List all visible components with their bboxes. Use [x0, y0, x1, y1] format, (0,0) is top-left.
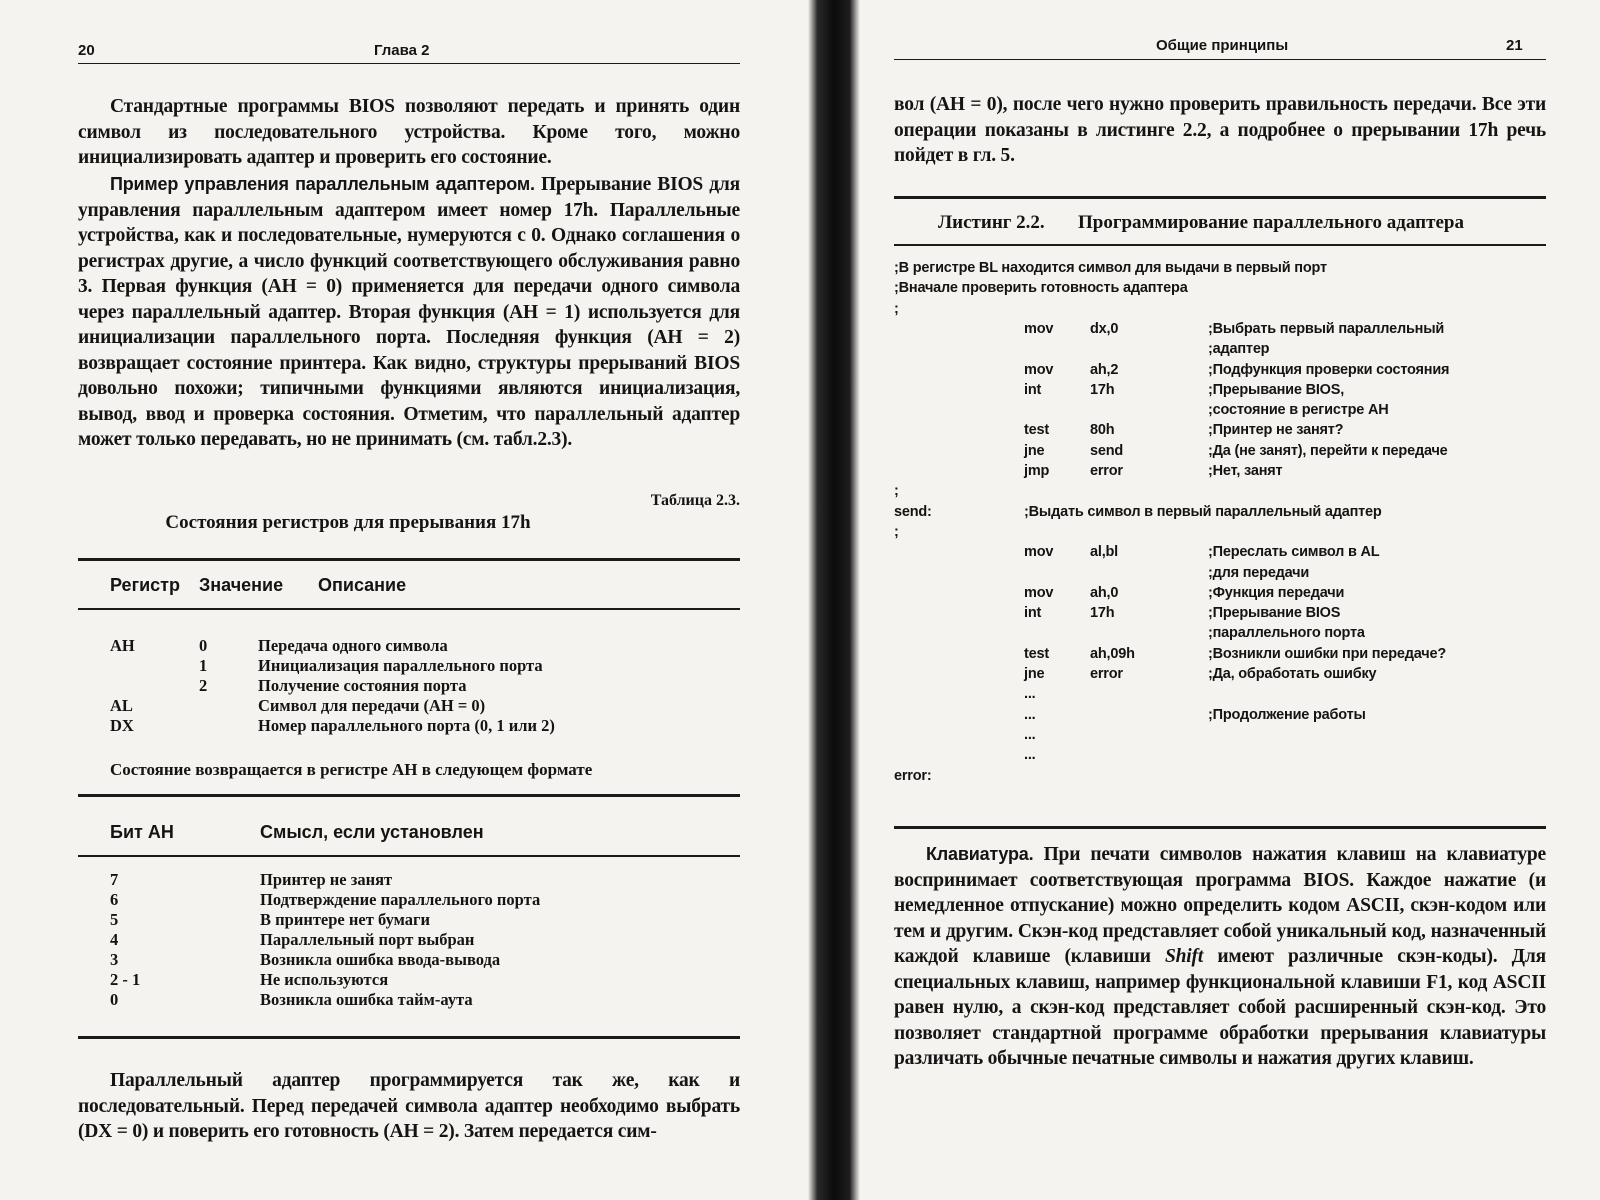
- meaning-cell: Возникла ошибка ввода-вывода: [260, 950, 501, 969]
- code-line: [894, 321, 1546, 341]
- code-opcode: test: [1024, 645, 1049, 662]
- page-number: 21: [1506, 37, 1523, 54]
- code-opcode: ...: [1024, 747, 1036, 764]
- code-operand: ah,09h: [1090, 645, 1135, 662]
- value-cell: 2: [199, 676, 208, 695]
- column-header: Описание: [318, 575, 407, 595]
- code-opcode: mov: [1024, 544, 1054, 561]
- code-line: [894, 768, 1546, 788]
- meaning-cell: Принтер не занят: [260, 870, 393, 889]
- code-comment: ;: [894, 483, 899, 500]
- code-opcode: jne: [1024, 666, 1045, 682]
- meaning-cell: Не используются: [260, 970, 389, 989]
- value-cell: [199, 716, 258, 736]
- code-line: [894, 280, 1546, 300]
- register-cell: [110, 676, 199, 696]
- table-title: Состояния регистров для прерывания 17h: [165, 512, 531, 533]
- code-line: [894, 686, 1546, 706]
- description-cell: Получение состояния порта: [258, 676, 467, 695]
- table-row: [110, 656, 658, 676]
- table-row: [110, 636, 658, 656]
- code-opcode: jne: [1024, 442, 1045, 459]
- paragraph-text: Прерывание BIOS для управления параллельным адаптером имеет номер 17h. Параллельные устройства, как и последовательные, нумеруются с 0. Однако соглашения о регистрах другие, а число функций соответствующего обслуживания равно 3. Первая функция (АН = 0) применяется для передачи одного символа через параллельный адаптер. Вторая функция (АН = 1) используется для инициализации параллельного порта. Последняя функция (АН = 2) возвращает состояние принтера. Как видно, структуры прерываний BIOS довольно похожи; типичными функциями являются инициализация, вывод, ввод и проверка состояния. Отметим, что параллельный адаптер может только передавать, но не принимать (см. табл.2.3).: [78, 174, 740, 450]
- code-opcode: ...: [1024, 726, 1036, 743]
- listing-header-rule: [894, 244, 1546, 246]
- code-opcode: mov: [1024, 320, 1054, 337]
- code-comment: ;Выдать символ в первый параллельный адаптер: [1024, 503, 1382, 520]
- header-rule: [894, 59, 1546, 60]
- code-line: [894, 382, 1546, 402]
- table-row: [110, 950, 680, 970]
- register-cell: [110, 656, 199, 676]
- code-line: [894, 747, 1546, 767]
- code-comment: ;Функция передачи: [1208, 584, 1345, 601]
- listing-title: Программирование параллельного адаптера: [1078, 212, 1464, 233]
- bit-cell: 6: [110, 890, 119, 909]
- table-row: [110, 870, 680, 890]
- code-comment: ;Возникли ошибки при передаче?: [1208, 645, 1446, 662]
- code-comment: ;Переслать символ в AL: [1208, 544, 1380, 561]
- code-line: [894, 666, 1546, 686]
- bit-cell: 5: [110, 910, 119, 929]
- code-comment: ;состояние в регистре АН: [1208, 402, 1389, 419]
- description-cell: Инициализация параллельного порта: [258, 656, 543, 675]
- running-head: Глава 2: [374, 42, 430, 59]
- code-line: [894, 463, 1546, 483]
- right-page: [860, 0, 1600, 1200]
- table-row: [110, 676, 658, 696]
- bit-cell: 3: [110, 950, 119, 969]
- code-line: [894, 301, 1546, 321]
- register-cell: AH: [110, 636, 135, 655]
- code-operand: dx,0: [1090, 320, 1119, 337]
- meaning-cell: Возникла ошибка тайм-аута: [260, 990, 473, 1009]
- table-row: [110, 990, 680, 1010]
- code-line: [894, 483, 1546, 503]
- description-cell: Передача одного символа: [258, 636, 448, 655]
- paragraph: Параллельный адаптер программируется так же, как и последовательный. Перед передачей символа адаптер необходимо выбрать (DX = 0) и поверить его готовность (АН = 2). Затем передается сим-: [78, 1070, 740, 1142]
- code-operand: ah,0: [1090, 584, 1119, 601]
- paragraph: Стандартные программы BIOS позволяют передать и принять один символ из последовательного устройства. Кроме того, можно инициализировать адаптер и проверить его состояние.: [78, 96, 740, 168]
- code-line: [894, 341, 1546, 361]
- book-spine: [808, 0, 860, 1200]
- code-operand: error: [1090, 463, 1123, 479]
- code-comment: ;адаптер: [1208, 341, 1270, 358]
- code-line: [894, 402, 1546, 422]
- code-comment: ;Продолжение работы: [1208, 706, 1366, 723]
- code-comment: ;: [894, 523, 899, 540]
- description-cell: Символ для передачи (АН = 0): [258, 696, 486, 715]
- bits-top-rule: [78, 794, 740, 797]
- code-comment: ;В регистре BL находится символ для выдачи в первый порт: [894, 260, 1327, 276]
- description-cell: Номер параллельного порта (0, 1 или 2): [258, 716, 555, 735]
- code-line: [894, 585, 1546, 605]
- code-line: [894, 625, 1546, 645]
- code-line: [894, 605, 1546, 625]
- code-line: [894, 524, 1546, 544]
- code-comment: ;: [894, 300, 899, 317]
- paragraph: [894, 842, 1546, 1072]
- code-opcode: int: [1024, 605, 1042, 622]
- code-opcode: test: [1024, 422, 1049, 439]
- code-comment: ;Да, обработать ошибку: [1208, 666, 1377, 682]
- code-operand: 80h: [1090, 422, 1115, 439]
- code-comment: ;параллельного порта: [1208, 625, 1365, 642]
- code-line: [894, 362, 1546, 382]
- bit-cell: 7: [110, 870, 119, 889]
- code-comment: ;Прерывание BIOS,: [1208, 381, 1345, 398]
- run-in-heading: Пример управления параллельным адаптером.: [110, 174, 535, 194]
- code-comment: ;для передачи: [1208, 564, 1310, 581]
- meaning-cell: Параллельный порт выбран: [260, 930, 475, 949]
- table-note: Состояние возвращается в регистре АН в следующем формате: [110, 760, 593, 779]
- code-line: [894, 504, 1546, 524]
- code-comment: ;Нет, занят: [1208, 463, 1283, 479]
- code-operand: al,bl: [1090, 544, 1119, 561]
- code-opcode: ...: [1024, 706, 1036, 723]
- table-row: [110, 890, 680, 910]
- code-line: [894, 646, 1546, 666]
- table-row: [110, 696, 658, 716]
- code-label: send:: [894, 503, 932, 520]
- key-name: Shift: [1165, 946, 1204, 967]
- bits-header-rule: [78, 855, 740, 857]
- code-comment: ;Принтер не занят?: [1208, 422, 1344, 439]
- code-opcode: int: [1024, 381, 1042, 398]
- code-operand: ah,2: [1090, 361, 1119, 378]
- column-header: Значение: [199, 575, 284, 595]
- value-cell: 0: [199, 636, 208, 655]
- listing-top-rule: [894, 196, 1546, 199]
- table-row: [110, 930, 680, 950]
- register-cell: AL: [110, 696, 133, 715]
- bit-cell: 2 - 1: [110, 970, 141, 989]
- code-operand: error: [1090, 666, 1123, 682]
- code-line: [894, 707, 1546, 727]
- value-cell: [199, 696, 258, 716]
- run-in-heading: Клавиатура.: [926, 844, 1034, 864]
- code-comment: ;Выбрать первый параллельный: [1208, 320, 1445, 337]
- code-operand: 17h: [1090, 381, 1115, 398]
- code-line: [894, 422, 1546, 442]
- column-header: Смысл, если установлен: [260, 822, 484, 842]
- listing-number: Листинг 2.2.: [938, 212, 1045, 233]
- meaning-cell: Подтверждение параллельного порта: [260, 890, 541, 909]
- code-line: [894, 443, 1546, 463]
- code-opcode: jmp: [1024, 463, 1050, 479]
- bit-cell: 4: [110, 930, 119, 949]
- bits-table: [110, 870, 680, 1010]
- code-label: error:: [894, 767, 932, 784]
- meaning-cell: В принтере нет бумаги: [260, 910, 430, 929]
- table-top-rule: [78, 558, 740, 561]
- code-listing: [894, 260, 1546, 800]
- table-header-rule: [78, 608, 740, 610]
- code-comment: ;Да (не занят), перейти к передаче: [1208, 442, 1448, 459]
- code-opcode: ...: [1024, 686, 1036, 703]
- page-number: 20: [78, 42, 95, 59]
- paragraph: вол (АН = 0), после чего нужно проверить правильность передачи. Все эти операции показаны в листинге 2.2, а подробнее о прерывании 17h речь пойдет в гл. 5.: [894, 94, 1546, 166]
- code-line: [894, 544, 1546, 564]
- code-comment: ;Прерывание BIOS: [1208, 605, 1341, 622]
- paragraph-text: имеют различные скэн-коды). Для специальных клавиш, например функциональной клавиши F1, код ASCII равен нулю, а скэн-код представляет собой расширенный скэн-код. Это позволяет стандартной программе обработки прерывания клавиатуры различать обычные печатные символы и нажатия других клавиш.: [894, 946, 1546, 1069]
- register-cell: DX: [110, 716, 134, 735]
- table-number: Таблица 2.3.: [650, 492, 740, 509]
- header-rule: [78, 63, 740, 64]
- register-table: [110, 636, 658, 736]
- bit-cell: 0: [110, 990, 119, 1009]
- listing-bottom-rule: [894, 826, 1546, 829]
- code-operand: send: [1090, 442, 1124, 459]
- code-comment: ;Подфункция проверки состояния: [1208, 361, 1450, 378]
- paragraph-text: При печати символов нажатия клавиш на клавиатуре воспринимает соответствующая программа BIOS. Каждое нажатие (и немедленное отпускание) можно определить кодом ASCII, скэн-кодом или тем и другим. Скэн-код представляет собой уникальный код, назначенный каждой клавише (клавиши: [894, 844, 1546, 967]
- code-opcode: mov: [1024, 584, 1054, 601]
- paragraph: [78, 172, 740, 453]
- running-head: Общие принципы: [1156, 37, 1289, 54]
- column-header: Бит АН: [110, 822, 174, 842]
- column-header: Регистр: [110, 575, 180, 595]
- table-bottom-rule: [78, 1036, 740, 1039]
- code-operand: 17h: [1090, 605, 1115, 622]
- table-row: [110, 716, 658, 736]
- code-comment: ;Вначале проверить готовность адаптера: [894, 280, 1188, 297]
- code-line: [894, 565, 1546, 585]
- code-line: [894, 727, 1546, 747]
- table-row: [110, 970, 680, 990]
- code-line: [894, 260, 1546, 280]
- code-opcode: mov: [1024, 361, 1054, 378]
- table-row: [110, 910, 680, 930]
- value-cell: 1: [199, 656, 208, 675]
